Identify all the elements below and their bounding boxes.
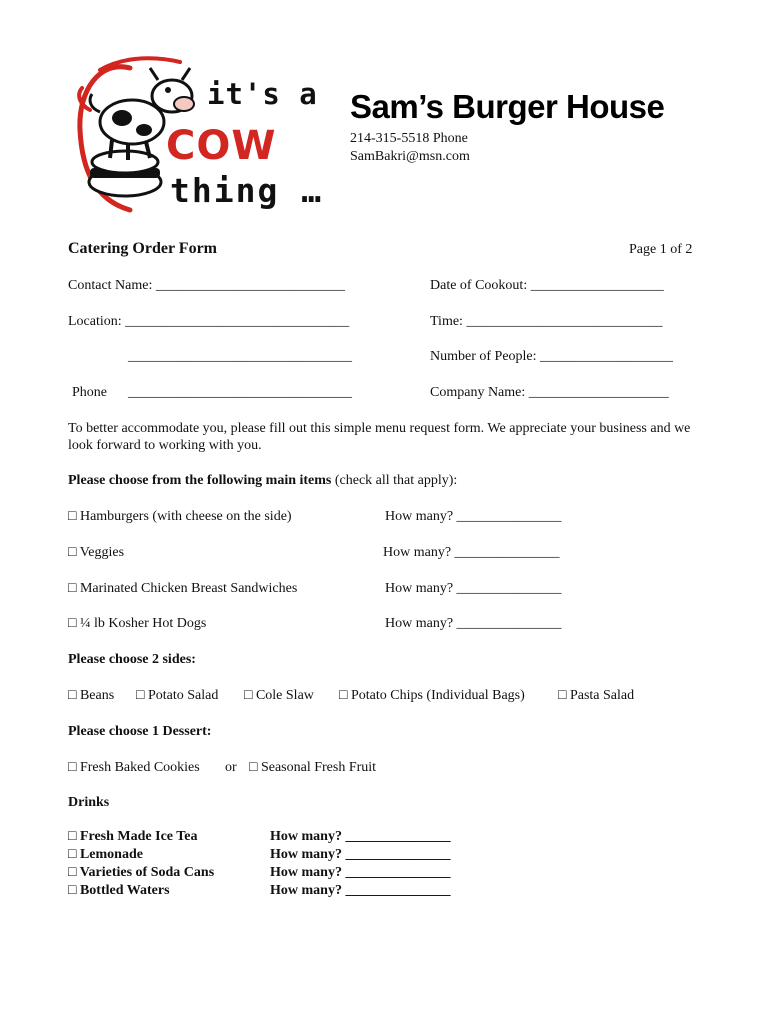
drink-ice-tea-qty[interactable]: How many? _______________	[270, 829, 451, 844]
main-item-chicken[interactable]: □ Marinated Chicken Breast Sandwiches	[68, 581, 298, 596]
main-item-hamburgers[interactable]: □ Hamburgers (with cheese on the side)	[68, 509, 292, 524]
main-item-hot-dogs[interactable]: □ ¼ lb Kosher Hot Dogs	[68, 616, 207, 631]
main-items-heading-bold: Please choose from the following main items	[68, 473, 332, 488]
phone-field[interactable]: ________________________________	[128, 385, 352, 400]
dessert-heading: Please choose 1 Dessert:	[68, 724, 212, 739]
logo-text-its-a: it's a	[207, 77, 318, 111]
side-option-pasta-salad[interactable]: □ Pasta Salad	[558, 688, 635, 703]
drink-ice-tea[interactable]: □ Fresh Made Ice Tea	[68, 829, 198, 844]
main-item-veggies[interactable]: □ Veggies	[68, 545, 125, 560]
main-item-hamburgers-qty[interactable]: How many? _______________	[385, 509, 562, 524]
business-phone: 214-315-5518 Phone	[350, 131, 468, 146]
drink-soda[interactable]: □ Varieties of Soda Cans	[68, 865, 215, 880]
side-option-potato-salad[interactable]: □ Potato Salad	[136, 688, 219, 703]
time-field[interactable]: Time: ____________________________	[430, 314, 663, 329]
contact-name-field[interactable]: Contact Name: ___________________________	[68, 278, 345, 293]
drink-water-qty[interactable]: How many? _______________	[270, 883, 451, 898]
date-of-cookout-field[interactable]: Date of Cookout: ___________________	[430, 278, 664, 293]
side-option-potato-chips[interactable]: □ Potato Chips (Individual Bags)	[339, 688, 525, 703]
drink-water[interactable]: □ Bottled Waters	[68, 883, 170, 898]
company-name-field[interactable]: Company Name: ____________________	[430, 385, 669, 400]
main-item-chicken-qty[interactable]: How many? _______________	[385, 581, 562, 596]
side-option-beans[interactable]: □ Beans	[68, 688, 115, 703]
main-items-heading-rest: (check all that apply):	[331, 473, 458, 488]
logo-text-thing: thing …	[170, 171, 324, 210]
drink-lemonade-qty[interactable]: How many? _______________	[270, 847, 451, 862]
phone-label: Phone	[72, 385, 107, 400]
logo-text-cow: COW	[166, 123, 277, 169]
dessert-option-fruit[interactable]: □ Seasonal Fresh Fruit	[249, 760, 377, 775]
cow-logo	[70, 50, 345, 220]
dessert-option-cookies[interactable]: □ Fresh Baked Cookies	[68, 760, 200, 775]
form-title: Catering Order Form	[68, 240, 217, 257]
dessert-or-label: or	[225, 760, 237, 775]
drinks-list	[68, 828, 450, 900]
drinks-heading: Drinks	[68, 795, 110, 810]
sides-heading: Please choose 2 sides:	[68, 652, 196, 667]
side-option-cole-slaw[interactable]: □ Cole Slaw	[244, 688, 314, 703]
main-item-hot-dogs-qty[interactable]: How many? _______________	[385, 616, 562, 631]
drink-row[interactable]	[68, 846, 450, 864]
main-item-veggies-qty[interactable]: How many? _______________	[383, 545, 560, 560]
drink-row[interactable]	[68, 882, 450, 900]
drink-soda-qty[interactable]: How many? _______________	[270, 865, 451, 880]
location-line2-field[interactable]: ________________________________	[128, 349, 352, 364]
drink-row[interactable]	[68, 864, 450, 882]
drink-lemonade[interactable]: □ Lemonade	[68, 847, 143, 862]
page-number: Page 1 of 2	[629, 242, 693, 257]
intro-paragraph: To better accommodate you, please fill out this simple menu request form. We appreciate your business and we look forward to working with you.	[68, 421, 691, 453]
drink-row[interactable]	[68, 828, 450, 846]
number-of-people-field[interactable]: Number of People: ___________________	[430, 349, 674, 364]
location-field[interactable]: Location: ________________________________	[68, 314, 350, 329]
business-email: SamBakri@msn.com	[350, 149, 470, 164]
main-items-heading	[68, 473, 457, 489]
business-name: Sam’s Burger House	[350, 88, 665, 125]
